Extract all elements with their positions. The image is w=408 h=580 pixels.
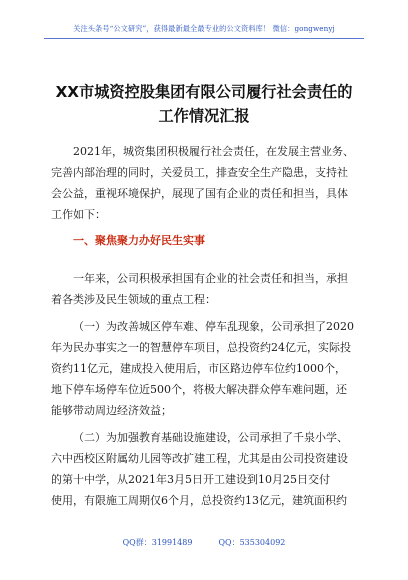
p2-line-5: 能够带动周边经济效益； [51,404,172,417]
footer-qq-group: QQ群：31991489 [122,538,193,547]
intro-paragraph [51,141,361,225]
document-title [44,80,364,128]
header-banner: 关注头条号“公文研究”，获得最新最全最专业的公文资料库！ 微信：gongwenyj [73,24,335,33]
p2-line-2: 年为民办事实之一的智慧停车项目，总投资约24亿元，实际投 [51,341,351,354]
intro-line-1: 2021年，城资集团积极履行社会责任，在发展主营业务、 [73,145,354,158]
paragraph-3 [51,427,361,511]
p2-line-4: 地下停车场停车位近500个，将极大解决群众停车难问题，还 [51,383,347,396]
footer [44,537,364,548]
intro-line-3: 会公益，重视环境保护，展现了国有企业的责任和担当，具体 [51,187,348,200]
header-rule [44,38,364,39]
p1-line-2: 着各类涉及民生领域的重点工程： [51,293,216,306]
intro-line-4: 工作如下： [51,208,106,221]
paragraph-2 [51,316,361,421]
paragraph-1 [51,268,361,310]
p3-line-4: 使用，有限施工周期仅6个月，总投资约13亿元，建筑面积约 [51,494,347,507]
p3-line-2: 六中西校区附属幼儿园等改扩建工程，尤其是由公司投资建设 [51,452,348,465]
p3-line-1: （二）为加强教育基础设施建设，公司承担了千泉小学、 [73,431,348,444]
title-line-2: 工作情况汇报 [158,107,250,125]
p2-line-3: 资约11亿元，建成投入使用后，市区路边停车位约1000个， [51,362,346,375]
p3-line-3: 的第十中学，从2021年3月5日开工建设到10月25日交付 [51,473,330,486]
section-heading: 一、聚焦聚力办好民生实事 [73,234,205,247]
p1-line-1: 一年来，公司积极承担国有企业的社会责任和担当，承担 [73,272,348,285]
footer-qq: QQ：535304092 [218,538,286,547]
intro-line-2: 完善内部治理的同时，关爱员工，排查安全生产隐患，支持社 [51,166,348,179]
p2-line-1: （一）为改善城区停车难、停车乱现象，公司承担了2020 [73,320,354,333]
title-line-1: XX市城资控股集团有限公司履行社会责任的 [55,83,353,101]
